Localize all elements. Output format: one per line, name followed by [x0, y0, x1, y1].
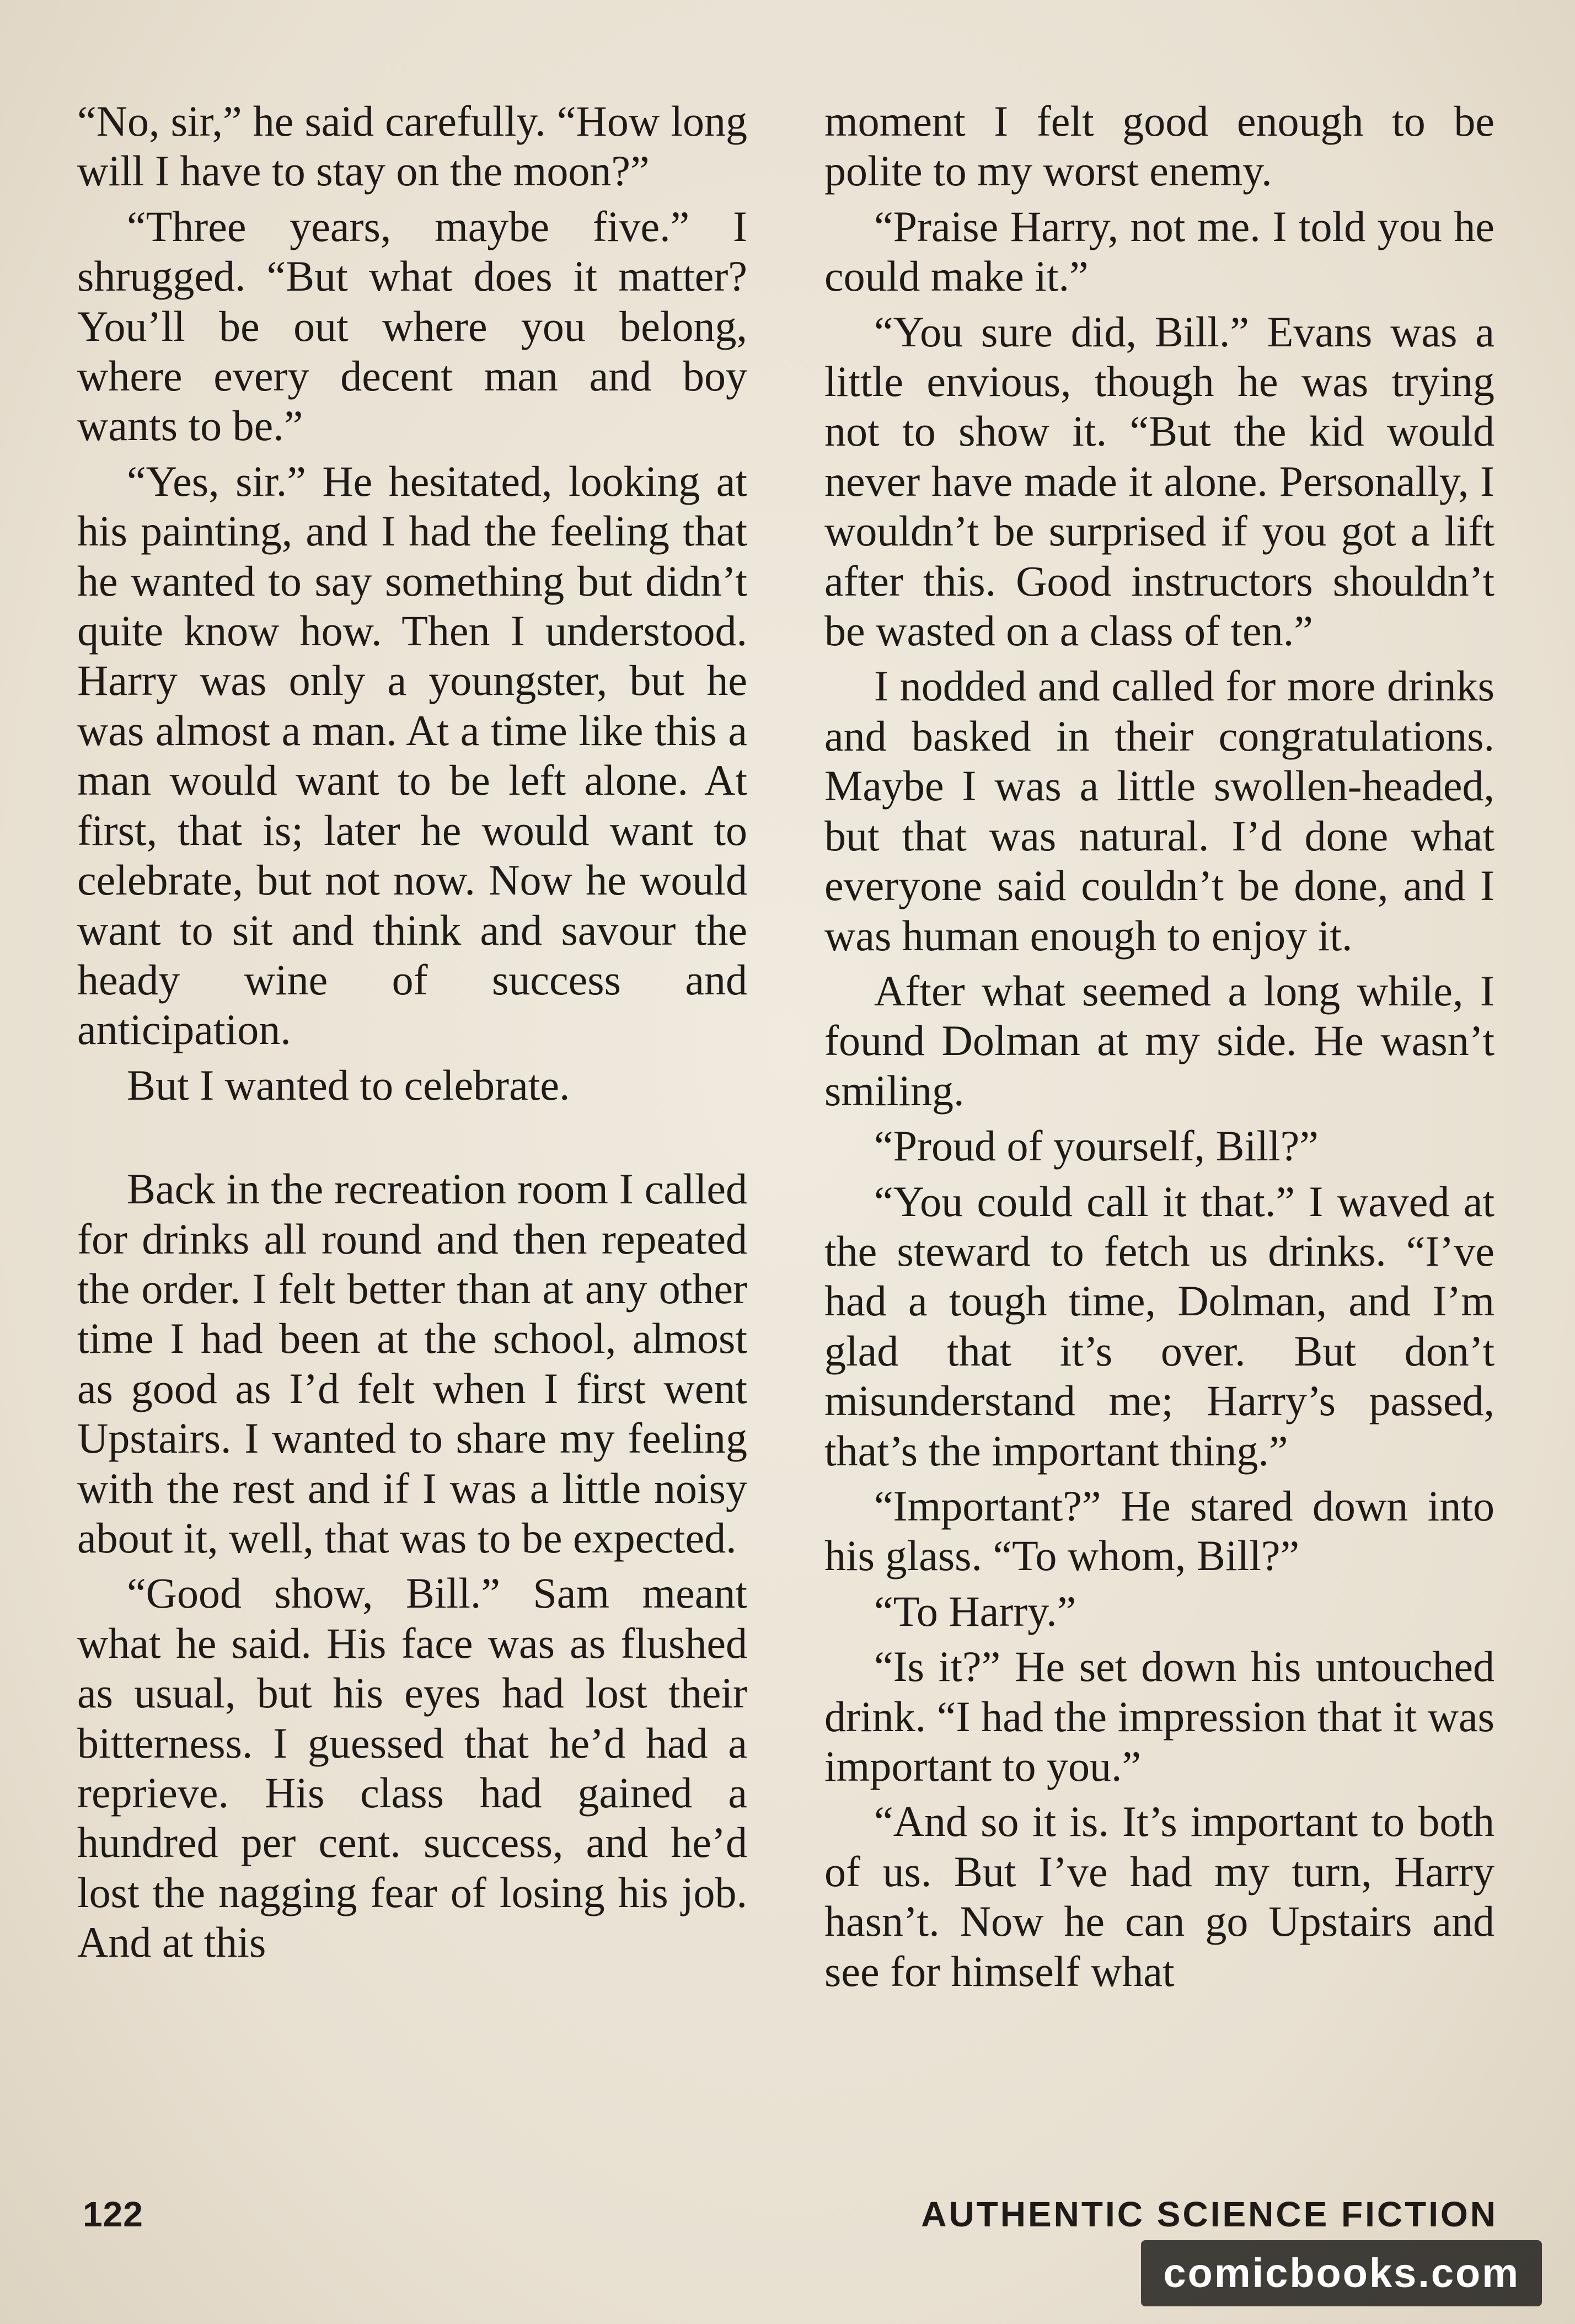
paragraph: “Yes, sir.” He hesitated, looking at his painting, and I had the feeling that he wanted to say something but didn’t quite know how. Then I understood. Harry was only a youngster, but he was almost a man. At a time like this a man would want to be left alone. At first, that is; later he would want to celebrate, but not now. Now he would want to sit and think and savour the heady wine of success and anticipation. [77, 457, 747, 1054]
paragraph: “Proud of yourself, Bill?” [874, 1122, 1319, 1170]
paragraph: “No, sir,” he said carefully. “How long will I have to stay on the moon?” [77, 97, 747, 195]
running-footer-title: AUTHENTIC SCIENCE FICTION [921, 2194, 1498, 2234]
paragraph: “Important?” He stared down into his glass. “To whom, Bill?” [824, 1481, 1494, 1580]
paragraph: After what seemed a long while, I found Dolman at my side. He wasn’t smiling. [824, 966, 1494, 1115]
paragraph: “You sure did, Bill.” Evans was a little envious, though he was trying not to show it. “But the kid would never have made it alone. Personally, I wouldn’t be surprised if you got a lift after this. Good instructors shouldn’t be wasted on a class of ten.” [824, 307, 1494, 655]
paragraph: “To Harry.” [874, 1587, 1076, 1635]
paragraph: moment I felt good enough to be polite to my worst enemy. [824, 97, 1494, 195]
watermark-badge: comicbooks.com [1141, 2240, 1542, 2306]
paragraph: “Is it?” He set down his untouched drink. “I had the impression that it was important to you.” [824, 1642, 1494, 1790]
paragraph: “Three years, maybe five.” I shrugged. “But what does it matter? You’ll be out where you belong, where every decent man and boy wants to be.” [77, 202, 747, 450]
paragraph: “Good show, Bill.” Sam meant what he said. His face was as flushed as usual, but his eyes had lost their bitterness. I guessed that he’d had a reprieve. His class had gained a hundred per cent. success, and he’d lost the nagging fear of losing his job. And at this [77, 1569, 747, 1967]
paragraph: I nodded and called for more drinks and basked in their congratulations. Maybe I was a little swollen-headed, but that was natural. I’d done what everyone said couldn’t be done, and I was human enough to enjoy it. [824, 662, 1494, 960]
paragraph: Back in the recreation room I called for drinks all round and then repeated the order. I felt better than at any other time I had been at the school, almost as good as I’d felt when I first went Upstairs. I wanted to share my feeling with the rest and if I was a little noisy about it, well, that was to be expected. [77, 1165, 747, 1562]
right-column [824, 97, 1494, 2002]
paragraph: But I wanted to celebrate. [127, 1061, 570, 1109]
paragraph: “You could call it that.” I waved at the steward to fetch us drinks. “I’ve had a tough time, Dolman, and I’m glad that it’s over. But don’t misunderstand me; Harry’s passed, that’s the important thing.” [824, 1177, 1494, 1475]
left-column [77, 97, 747, 1973]
paragraph: “Praise Harry, not me. I told you he could make it.” [824, 202, 1494, 301]
page-number: 122 [83, 2194, 143, 2234]
paragraph: “And so it is. It’s important to both of us. But I’ve had my turn, Harry hasn’t. Now he can go Upstairs and see for himself what [824, 1797, 1494, 1995]
